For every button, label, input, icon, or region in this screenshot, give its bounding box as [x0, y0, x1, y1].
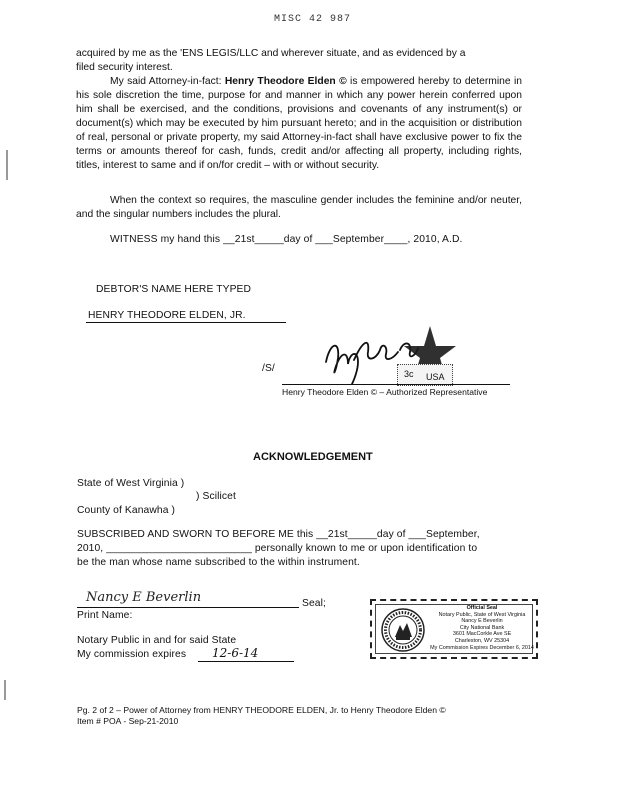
notary-signature: Nancy E Beverlin [86, 590, 202, 605]
sworn-day: 21st [327, 529, 348, 540]
signature-line [282, 384, 510, 385]
para1-line2: filed security interest. [76, 62, 173, 73]
sworn-text-b: _____day of ___ [347, 529, 427, 540]
paragraph-gender-clause [76, 194, 522, 222]
postage-denomination: 3c [404, 369, 414, 379]
postage-country: USA [426, 372, 445, 382]
seal-line-2: Notary Public, State of West Virginia [438, 611, 526, 618]
commission-date: 12-6-14 [212, 646, 259, 660]
commission-label: My commission expires [77, 649, 187, 660]
scilicet: ) Scilicet [196, 491, 236, 502]
paragraph-acquired [76, 47, 522, 75]
para1-line1: acquired by me as the 'ENS LEGIS/LLC and wherever situate, and as evidenced by a [76, 48, 466, 59]
seal-line-6: Charleston, WV 25304 [454, 637, 510, 644]
postage-stamp [397, 364, 453, 386]
notary-seal-text [430, 605, 534, 651]
attorney-name: Henry Theodore Elden © [224, 76, 347, 87]
seal-line-7: My Commission Expires December 6, 2014 [430, 644, 534, 651]
witness-line [110, 233, 462, 247]
para2-rest: is empowered hereby to determine in his sole discretion the time, purpose for and manner in which any power herein conferred upon him shall be exercised, and the conditions, provisions and covenants of any instrument(s) or document(s) which may be executed by him pursuant hereto; and in the acquisition or distribution of real, personal or private property, my said Attorney-in-fact shall have exclusive power to fix the terms or amounts thereof for cash, funds, credit and/or affecting all property, including rights, titles, interest to same and if on/for credit – with or without security. [76, 76, 522, 171]
county-line: County of Kanawha ) [77, 505, 176, 516]
footer-line2: Item # POA - Sep-21-2010 [77, 716, 179, 726]
scan-artifact [6, 150, 8, 180]
notary-signature-line [77, 607, 299, 608]
sworn-text-a: SUBSCRIBED AND SWORN TO BEFORE ME this __ [77, 529, 328, 540]
scan-artifact [4, 680, 6, 700]
para2-intro: My said Attorney-in-fact: [110, 76, 225, 87]
witness-day: 21st [234, 234, 255, 245]
debtor-name-underline [86, 322, 286, 323]
notary-public-line: Notary Public in and for said State [77, 635, 237, 646]
state-seal-emblem-icon [380, 607, 426, 653]
debtor-name: HENRY THEODORE ELDEN, JR. [88, 310, 246, 321]
seal-line-5: 3601 MacCorkle Ave SE [452, 631, 512, 638]
commission-underline [198, 661, 294, 662]
sworn-month: September, [426, 529, 480, 540]
seal-label: Seal; [302, 598, 326, 609]
witness-text-c: ____, 2010, A.D. [384, 234, 463, 245]
footer-line1: Pg. 2 of 2 – Power of Attorney from HENRY THEODORE ELDEN, Jr. to Henry Theodore Elden © [77, 705, 446, 715]
sig-prefix: /S/ [262, 363, 275, 374]
witness-month: September [332, 234, 385, 245]
sworn-line2: 2010, _________________________ personally known to me or upon identification to [77, 543, 478, 554]
seal-line-4: City National Bank [459, 624, 505, 631]
para3-text: When the context so requires, the masculine gender includes the feminine and/or neuter, and the singular numbers includes the plural. [76, 195, 522, 220]
witness-text-b: _____day of ___ [254, 234, 333, 245]
sworn-line3: be the man whose name subscribed to the within instrument. [77, 557, 360, 568]
print-name-label: Print Name: [77, 610, 133, 621]
acknowledgement-title: ACKNOWLEDGEMENT [253, 451, 373, 463]
debtor-label: DEBTOR'S NAME HERE TYPED [96, 284, 252, 295]
seal-line-1: Official Seal [466, 605, 498, 611]
signature-caption: Henry Theodore Elden © – Authorized Representative [282, 387, 488, 397]
state-line: State of West Virginia ) [77, 478, 185, 489]
notary-seal [370, 599, 538, 659]
witness-text-a: WITNESS my hand this __ [110, 234, 235, 245]
paragraph-attorney-powers [76, 75, 522, 173]
record-stamp: MISC 42 987 [274, 14, 352, 25]
seal-line-3: Nancy E Beverlin [461, 618, 503, 625]
sworn-line1 [77, 528, 480, 542]
